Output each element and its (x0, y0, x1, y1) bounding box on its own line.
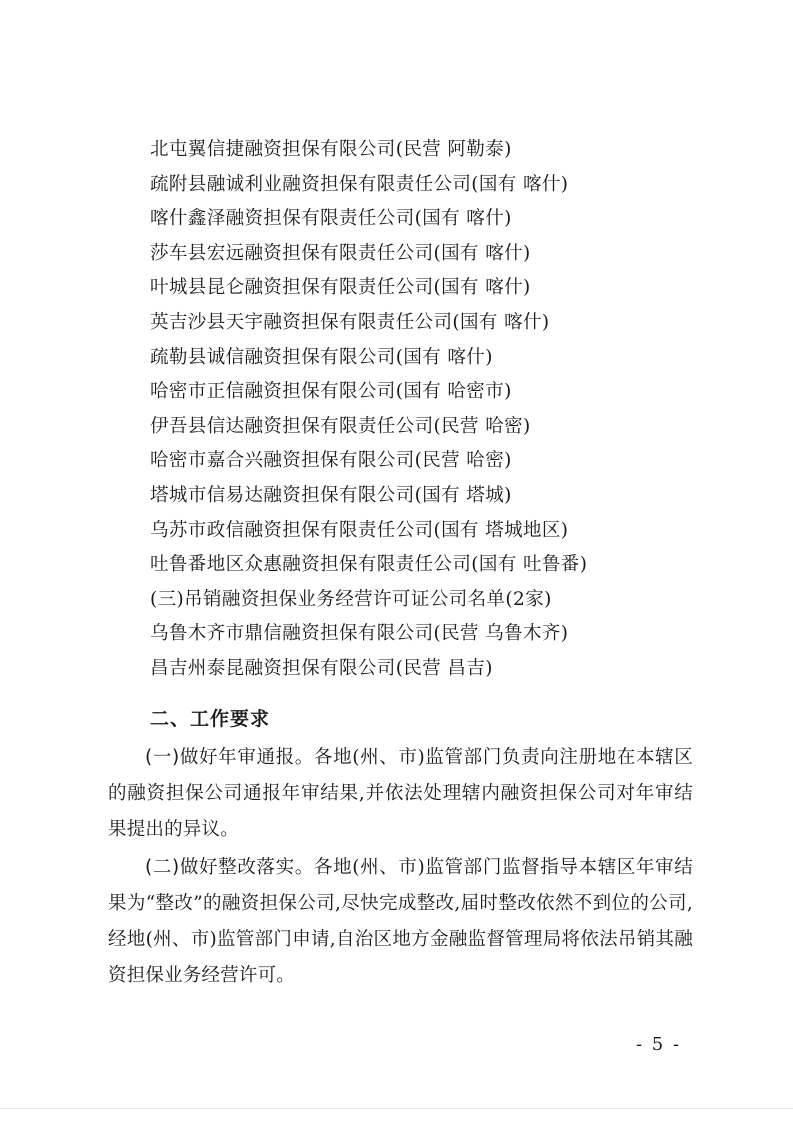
section-heading: 二、工作要求 (150, 708, 271, 730)
list-item: 叶城县昆仑融资担保有限责任公司(国有 喀什) (150, 277, 531, 299)
paragraph-body: 各地(州、市)监管部门监督指导本辖区年审结果为“整改”的融资担保公司,尽快完成整改,届时整改依然不到位的公司,经地(州、市)监管部门申请,自治区地方金融监督管理局将依法吊销其融资担保业务经营许可。 (108, 857, 694, 986)
list-item: 乌苏市政信融资担保有限责任公司(国有 塔城地区) (150, 519, 569, 541)
paragraph-lead: (一)做好年审通报。 (145, 747, 314, 768)
list-item: 吐鲁番地区众惠融资担保有限责任公司(国有 吐鲁番) (150, 554, 588, 576)
paragraph-body: 各地(州、市)监管部门负责向注册地在本辖区的融资担保公司通报年审结果,并依法处理辖内融资担保公司对年审结果提出的异议。 (108, 747, 694, 840)
list-item: 疏附县融诚利业融资担保有限责任公司(国有 喀什) (150, 173, 569, 195)
list-item: 哈密市正信融资担保有限公司(国有 哈密市) (150, 381, 512, 403)
list-item: 北屯翼信捷融资担保有限公司(民营 阿勒泰) (150, 139, 512, 160)
list-item: 英吉沙县天宇融资担保有限责任公司(国有 喀什) (150, 311, 550, 333)
list-item: 喀什鑫泽融资担保有限责任公司(国有 喀什) (150, 208, 512, 230)
list-item: 哈密市嘉合兴融资担保有限公司(民营 哈密) (150, 450, 512, 472)
list-item: 莎车县宏远融资担保有限责任公司(国有 喀什) (150, 242, 531, 264)
paragraph-lead: (二)做好整改落实。 (145, 857, 314, 878)
paragraph-annual-review-notice (108, 740, 693, 848)
page-number: - 5 - (636, 1034, 682, 1055)
list-item: 乌鲁木齐市鼎信融资担保有限公司(民营 乌鲁木齐) (150, 623, 569, 645)
list-item: 伊吾县信达融资担保有限责任公司(民营 哈密) (150, 415, 531, 437)
list-item: 疏勒县诚信融资担保有限公司(国有 喀什) (150, 346, 493, 368)
list-item: 昌吉州泰昆融资担保有限公司(民营 昌吉) (150, 657, 493, 679)
page-edge-divider (0, 1108, 793, 1109)
company-list (150, 133, 740, 687)
subsection-heading: (三)吊销融资担保业务经营许可证公司名单(2家) (150, 588, 552, 610)
paragraph-rectification (108, 850, 693, 994)
list-item: 塔城市信易达融资担保有限公司(国有 塔城) (150, 484, 512, 506)
